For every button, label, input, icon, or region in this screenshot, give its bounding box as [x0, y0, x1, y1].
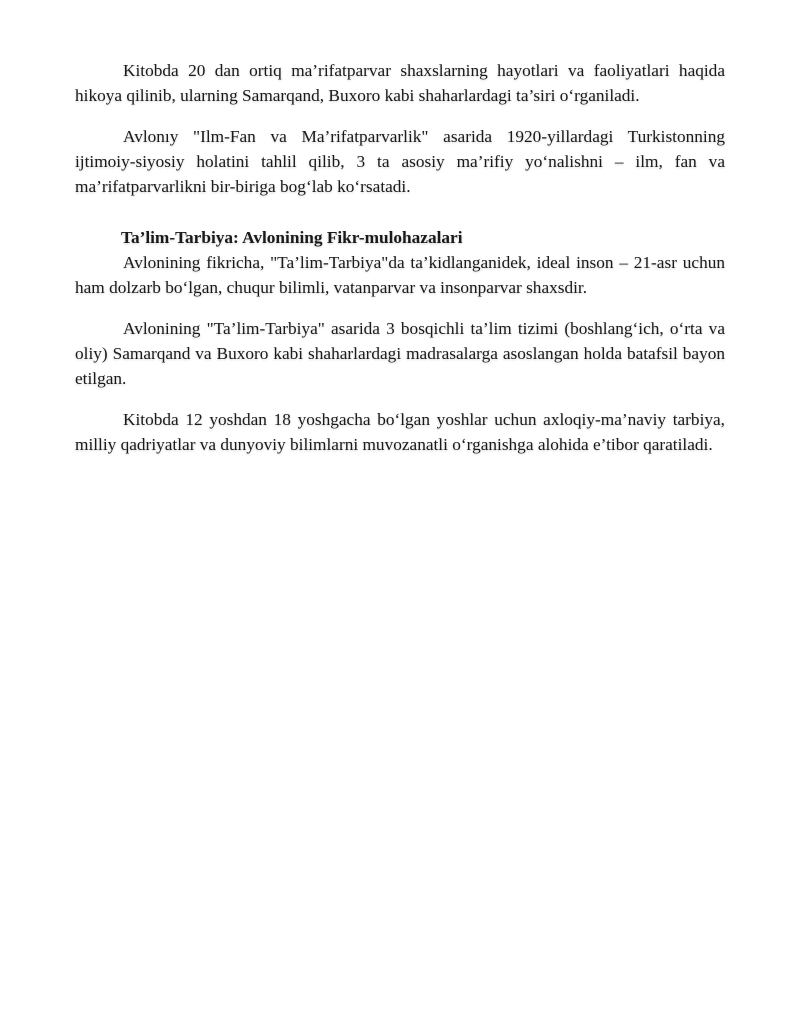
paragraph-yoshlar: Kitobda 12 yoshdan 18 yoshgacha bo‘lgan yoshlar uchun axloqiy-ma’naviy tarbiya, milliy qadriyatlar va dunyoviy bilimlarni muvozanatli o‘rganishga alohida e’tibor qaratiladi. [75, 410, 725, 454]
paragraph-ilm-fan: Avlonıy "Ilm-Fan va Ma’rifatparvarlik" asarida 1920-yillardagi Turkistonning ijtimoiy-siyosiy holatini tahlil qilib, 3 ta asosiy ma’rifiy yo‘nalishni – ilm, fan va ma’rifatparvarlikni bir-biriga bog‘lab ko‘rsatadi. [75, 127, 725, 196]
paragraph-talim-tizimi: Avlonining "Ta’lim-Tarbiya" asarida 3 bosqichli ta’lim tizimi (boshlang‘ich, o‘rta va oliy) Samarqand va Buxoro kabi shaharlardagi madrasalarga asoslangan holda batafsil bayon etilgan. [75, 319, 725, 388]
section-heading: Ta’lim-Tarbiya: Avlonining Fikr-mulohazalari [121, 228, 463, 247]
paragraph-kitobda-20: Kitobda 20 dan ortiq ma’rifatparvar shaxslarning hayotlari va faoliyatlari haqida hikoya qilinib, ularning Samarqand, Buxoro kabi shaharlardagi ta’siri o‘rganiladi. [75, 61, 725, 105]
document-page [75, 58, 725, 473]
paragraph-fikricha: Avlonining fikricha, "Ta’lim-Tarbiya"da ta’kidlanganidek, ideal inson – 21-asr uchun ham dolzarb bo‘lgan, chuqur bilimli, vatanparvar va insonparvar shaxsdir. [75, 253, 725, 297]
